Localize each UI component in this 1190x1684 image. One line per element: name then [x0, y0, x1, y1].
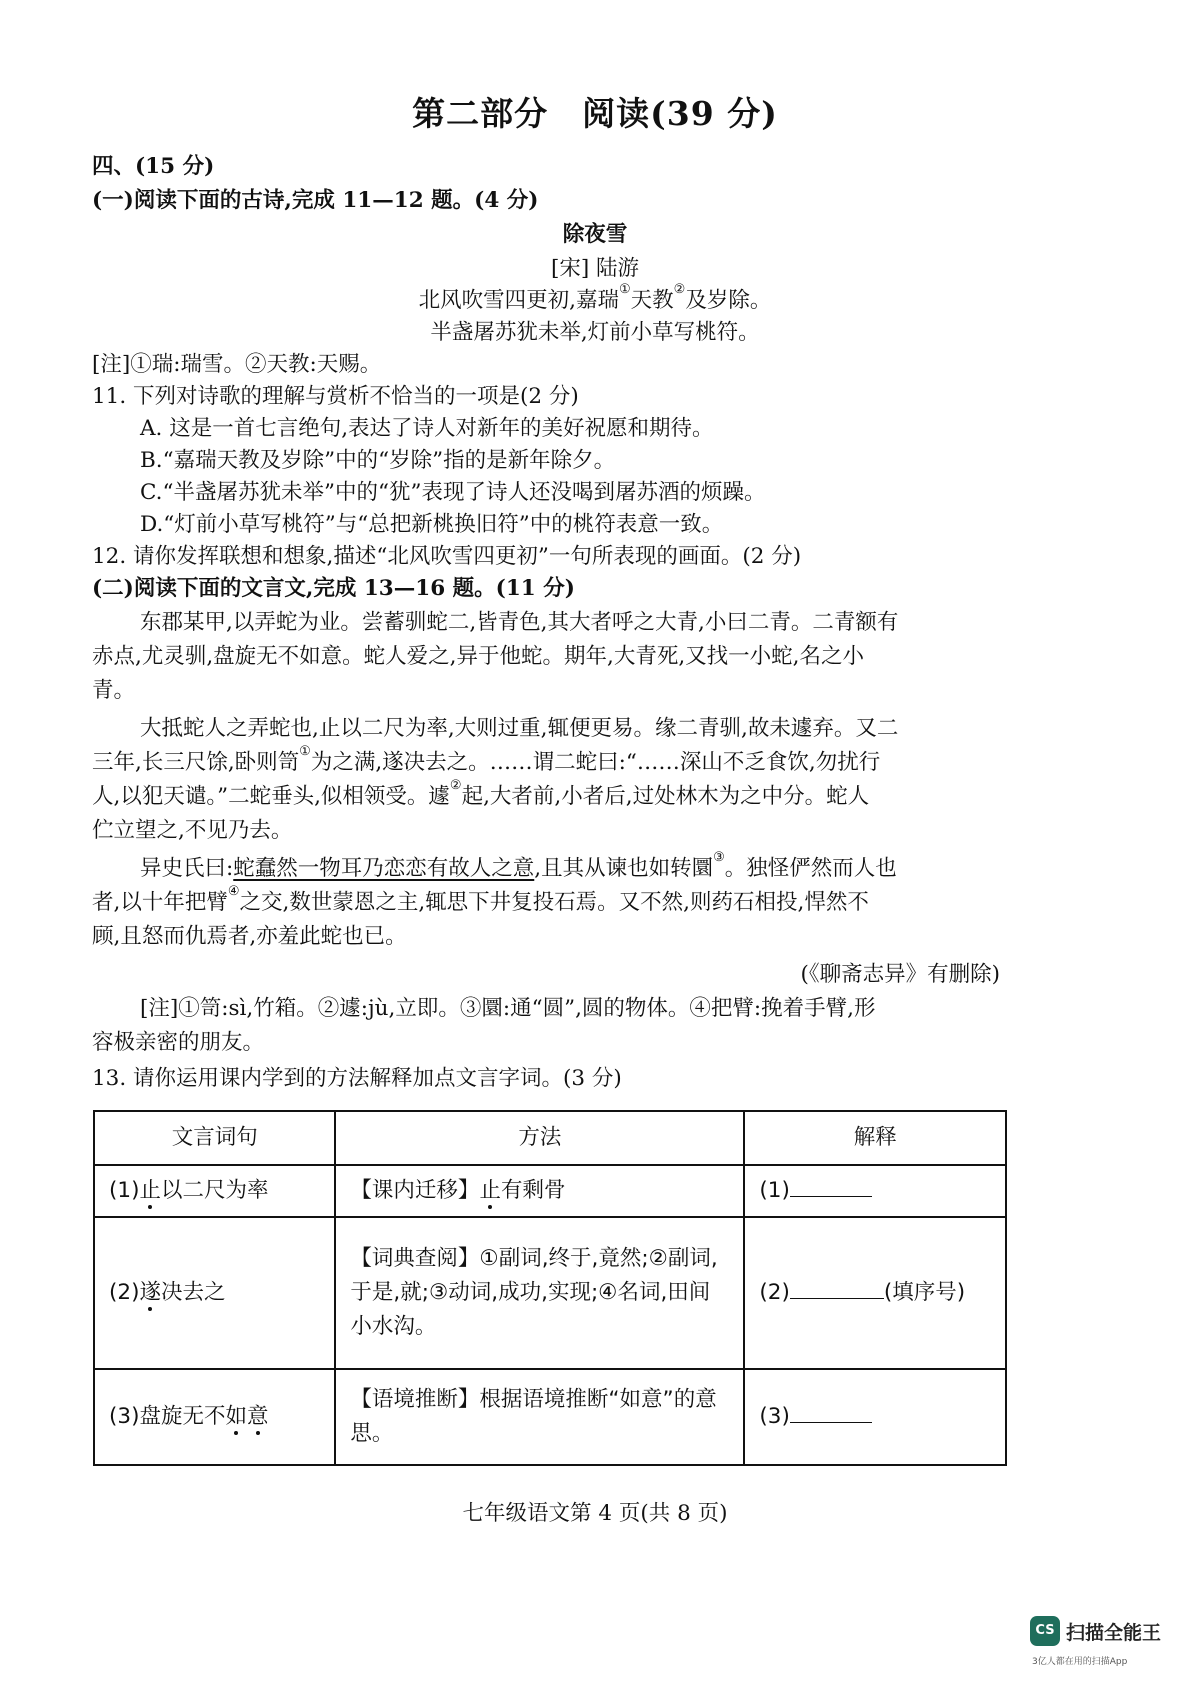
answer-blank-1[interactable] — [790, 1176, 872, 1197]
underlined-sentence: 蛇蠢然一物耳乃恋恋有故人之意 — [233, 856, 535, 881]
prose-p2-line-2: 三年,长三尺馀,卧则笥①为之满,遂决去之。……谓二蛇曰:“……深山不乏食饮,勿扰行 — [92, 744, 881, 775]
option-b: B.“嘉瑞天教及岁除”中的“岁除”指的是新年除夕。 — [140, 448, 616, 473]
q13-table — [93, 1110, 1007, 1466]
prose-p1-line-1: 东郡某甲,以弄蛇为业。尝蓄驯蛇二,皆青色,其大者呼之大青,小曰二青。二青额有 — [140, 610, 899, 635]
table-row — [94, 1165, 1006, 1217]
prose-note-line-1: [注]①笥:sì,竹箱。②遽:jù,立即。③圜:通“圆”,圆的物体。④把臂:挽着手臂,形 — [140, 996, 876, 1021]
prose-p2-line-3: 人,以犯天谴。”二蛇垂头,似相领受。遽②起,大者前,小者后,过处林木为之中分。蛇人 — [92, 778, 870, 809]
section-heading: 四、(15 分) — [92, 154, 215, 179]
poem-title: 除夜雪 — [562, 222, 628, 247]
prose-source: (《聊斋志异》有删除) — [800, 962, 1000, 987]
watermark-name: 扫描全能王 — [1066, 1622, 1162, 1644]
prose-p1-line-3: 青。 — [92, 678, 136, 703]
answer-cell: (1) — [744, 1165, 1006, 1217]
poem-author: [宋] 陆游 — [550, 256, 640, 281]
page-footer: 七年级语文第 4 页(共 8 页) — [462, 1501, 728, 1526]
prose-instruction: (二)阅读下面的文言文,完成 13—16 题。(11 分) — [92, 576, 575, 601]
poem-line-1: 北风吹雪四更初,嘉瑞①天教②及岁除。 — [418, 282, 772, 313]
page-title: 第二部分 阅读(39 分) — [412, 94, 778, 133]
option-a: A. 这是一首七言绝句,表达了诗人对新年的美好祝愿和期待。 — [140, 416, 714, 441]
method-cell: 【语境推断】根据语境推断“如意”的意思。 — [335, 1369, 744, 1465]
prose-note-line-2: 容极亲密的朋友。 — [92, 1030, 265, 1055]
table-row — [94, 1369, 1006, 1465]
prose-p2-line-1: 大抵蛇人之弄蛇也,止以二尺为率,大则过重,辄便更易。缘二青驯,故未遽弃。又二 — [140, 716, 899, 741]
question-11: 11. 下列对诗歌的理解与赏析不恰当的一项是(2 分) — [92, 384, 579, 409]
answer-cell: (2) (填序号) — [744, 1217, 1006, 1369]
header-answer: 解释 — [744, 1111, 1006, 1165]
prose-p3-line-1: 异史氏曰:蛇蠢然一物耳乃恋恋有故人之意,且其从谏也如转圜③。独怪俨然而人也 — [140, 850, 897, 881]
method-cell: 【课内迁移】止有剩骨 — [335, 1165, 744, 1217]
phrase-cell: (3)盘旋无不如意 — [94, 1369, 335, 1465]
phrase-cell: (1)止以二尺为率 — [94, 1165, 335, 1217]
answer-cell: (3) — [744, 1369, 1006, 1465]
watermark-tagline: 3亿人都在用的扫描App — [1032, 1657, 1128, 1667]
prose-p2-line-4: 伫立望之,不见乃去。 — [92, 818, 293, 843]
prose-p3-line-3: 顾,且怒而仇焉者,亦羞此蛇也已。 — [92, 924, 407, 949]
poem-instruction: (一)阅读下面的古诗,完成 11—12 题。(4 分) — [92, 188, 539, 213]
camscanner-logo-icon: CS — [1030, 1616, 1060, 1646]
question-13: 13. 请你运用课内学到的方法解释加点文言字词。(3 分) — [92, 1066, 622, 1091]
option-c: C.“半盏屠苏犹未举”中的“犹”表现了诗人还没喝到屠苏酒的烦躁。 — [140, 480, 766, 505]
poem-line-2: 半盏屠苏犹未举,灯前小草写桃符。 — [430, 320, 760, 345]
prose-p3-line-2: 者,以十年把臂④之交,数世蒙恩之主,辄思下井复投石焉。又不然,则药石相投,悍然不 — [92, 884, 869, 915]
answer-blank-2[interactable] — [790, 1278, 884, 1299]
phrase-cell: (2)遂决去之 — [94, 1217, 335, 1369]
table-header-row — [94, 1111, 1006, 1165]
scanner-watermark — [1030, 1616, 1160, 1676]
header-method: 方法 — [335, 1111, 744, 1165]
prose-p1-line-2: 赤点,尤灵驯,盘旋无不如意。蛇人爱之,异于他蛇。期年,大青死,又找一小蛇,名之小 — [92, 644, 865, 669]
option-d: D.“灯前小草写桃符”与“总把新桃换旧符”中的桃符表意一致。 — [140, 512, 724, 537]
answer-blank-3[interactable] — [790, 1402, 872, 1423]
table-row — [94, 1217, 1006, 1369]
poem-note: [注]①瑞:瑞雪。②天教:天赐。 — [92, 352, 382, 377]
question-12: 12. 请你发挥联想和想象,描述“北风吹雪四更初”一句所表现的画面。(2 分) — [92, 544, 802, 569]
header-phrase: 文言词句 — [94, 1111, 335, 1165]
method-cell: 【词典查阅】①副词,终于,竟然;②副词,于是,就;③动词,成功,实现;④名词,田间小水沟。 — [335, 1217, 744, 1369]
